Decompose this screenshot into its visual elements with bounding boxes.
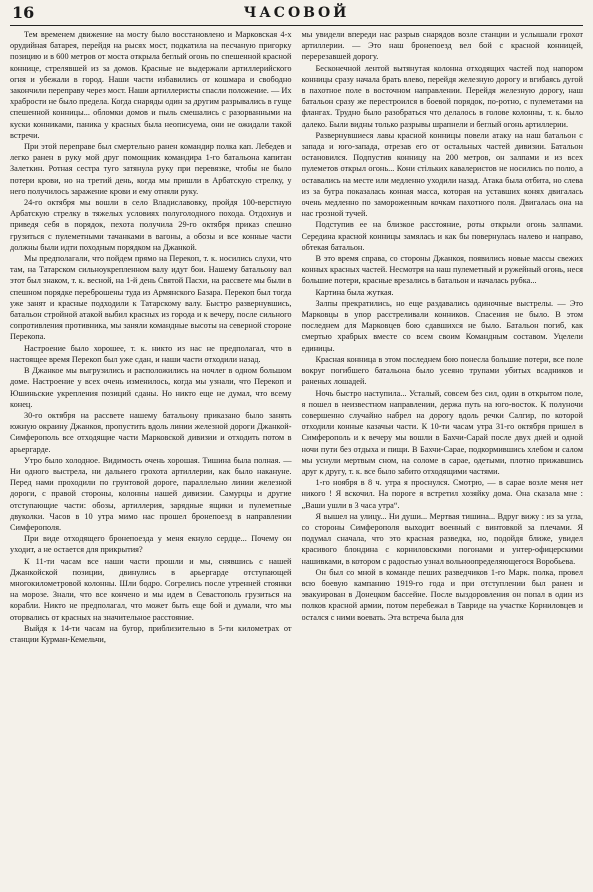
paragraph: Утро было холодное. Видимость очень хорошая. Тишина была полная. — Ни одного выстрела, ни дальнего грохота артиллерии, как было накануне. Перед нами проходили по грунтовой дороге, параллельно линии железной дороги, с правой стороны, колонны нашей дивизии. Самурцы и другие отступающие части: обозы, артиллерия, зарядные ящики и пулеметные двуколки. Часов в 10 утра мимо нас прошел бронепоезд в направлении Симферополя. (10, 455, 292, 532)
paragraph: мы увидели впереди нас разрыв снарядов возле станции и услышали грохот артиллерии. — Это наш бронепоезд вел бой с красной конницей, перерезавшей дорогу. (301, 30, 583, 62)
paragraph: Картина была жуткая. (315, 287, 394, 297)
paragraph: При этой переправе был смертельно ранен командир полка кап. Лебедев и легко ранен в руку мой друг помощник командира 1-го батальона капитан Залеткин. Ротная сестра туго затянула руку при перевязке, чтобы не было потери крови, но на третий день, когда мы пришли в Арбатскую стрелку, у него получилось заражение крови и ему отняли руку. (10, 142, 292, 196)
paragraph: Красная конница в этом последнем бою понесла большие потери, все поле вокруг погибшего батальона было усеяно трупами убитых всадников и раненых лошадей. (301, 354, 583, 387)
paragraph: 30-го октября на рассвете нашему батальону приказано было занять южную окраину Джанкоя, пропустить вдоль линии железной дороги Джанкой-Симферополь все отходящие части Марковской дивизии и отходить потом в арьергарде. (10, 410, 292, 454)
paragraph: При виде отходящего бронепоезда у меня екнуло сердце... Почему он уходит, а не остается для прикрытия? (10, 534, 292, 555)
page-header (10, 3, 583, 26)
paragraph: Подступив ее на близкое расстояние, роты открыли огонь залпами. Середина красной конницы замялась и как бы повернулась налево и направо, обтекая батальон. (301, 220, 583, 252)
right-column (302, 29, 584, 889)
left-column (10, 29, 292, 889)
paragraph: Бесконечной лентой вытянутая колонна отходящих частей под напором конницы сразу начала брать влево, перейдя железную дорогу и вгибаясь дугой в пахотное поле в восточном направлении. Перейдя железную дорогу, наш батальон сразу же перестроился в боевой порядок, по-ротно, с пулеметами на флангах. Трудно было разобраться что делалось в голове колонны, т. к. было далеко. Были видны только разрывы шрапнели и беглый огонь артиллерии. (301, 63, 583, 129)
paragraph: Тем временем движение на мосту было восстановлено и Марковская 4-х орудийная батарея, перейдя на рысях мост, подкатила на песчаную пригорку позицию и в 600 метров от моста открыла беглый огонь по спешенной красной коннице, стрелявшей из за домов. Красные не выдержали артиллерийского огня и убежали в город. Наши части избавились от кошмара и свободно закончили переправу через мост. Наши артиллеристы спасли положение. — Их храбрости не было предела. Когда снаряды один за другим разрывались в гуще спешенной конницы... обломки домов и пыль смешались с разорванными на куски конниками, паника у красных была неописуема, они не ожидали такой встречи. (10, 30, 292, 140)
paragraph: Мы предполагали, что пойдем прямо на Перекоп, т. к. носились слухи, что там, на Татарском сильноукрепленном валу идут бои. Нашему батальону вал этот был знаком, т. к. весной, на 1-й день Святой Пасхи, на рассвете мы были в спешном порядке переброшены туда из Армянского Базара. Перекоп был тогда уже занят и красные подходили к Татарскому валу. Быстро развернувшись, батальон стройной атакой выбил красных из города и к вечеру, после сильного сопротивления противника, мы заняли командные высоты на северной стороне Перекопа. (10, 254, 292, 342)
text-columns (10, 29, 583, 889)
paragraph: 1-го ноября в 8 ч. утра я проснулся. Смотрю, — в сарае возле меня нет никого ! Я вскочил. На пороге я встретил хозяйку дома. Она сказала мне : „Ваши ушли в 3 часа утра“. (301, 478, 583, 510)
paragraph: Он был со мной в команде пеших разведчиков 1-го Марк. полка, провел всю боевую кампанию 1919-го года и при отступлении был ранен и эвакуирован в Донецком бассейне. После выздоровления он попал в один из полков красной армии, потом перебежал в Тавриде на участке Корниловцев и остался с ними воевать. Эта встреча была для (301, 567, 583, 622)
paragraph: Выйдя к 14-ти часам на бугор, приблизительно в 5-ти километрах от станции Курман-Кемельчи, (10, 623, 292, 644)
paragraph: 24-го октября мы вошли в село Владиславовку, пройдя 100-верстную Арбатскую стрелку в тяжелых условиях полуголодного похода. Отдохнув и приведя себя в порядок, пехота получила 29-го октября приказ спешно грузиться с пулеметными тачанками в вагоны, а обозы и все конные части должны были идти походным порядком на Джанкой. (10, 198, 292, 252)
page-number: 16 (12, 3, 35, 22)
paragraph: Залпы прекратились, но еще раздавались одиночные выстрелы. — Это Марковцы в упор расстреливали конников. Спасения не было. В этом последнем для Марковцев бою сдавшихся не было. Батальон погиб, как смертью храбрых вместе со всем своим Командным составом. Уцелели единицы. (301, 298, 583, 353)
paragraph: Я вышел на улицу... Ни души... Мертвая тишина... Вдруг вижу : из за угла, со стороны Симферополя выходит военный с винтовкой за плечами. Я подумал сначала, что это красная разведка, но, подойдя ближе, увидел красивого блондина с корниловскими погонами и унтер-офицерскими нашивками, в котором с радостью узнал вольноопределяющегося Воробьева. (301, 511, 583, 566)
paragraph: К 11-ти часам все наши части прошли и мы, снявшись с нашей Джанкойской позиции, двинулись в арьергарде отступающей многокилометровой колонны. Шли бодро. Согрелись после утренней стоянки на морозе. Знали, что все кончено и мы идем в Севастополь грузиться на корабли. Никто не предполагал, что может быть еще бой и думали, что мы оторвались от красных на значительное расстояние. (10, 556, 292, 622)
journal-title: ЧАСОВОЙ (243, 5, 350, 21)
paragraph: Настроение было хорошее, т. к. никто из нас не предполагал, что в настоящее время Перекоп был уже сдан, и наши части отходили назад. (10, 343, 292, 364)
paragraph: Развернувшиеся лавы красной конницы повели атаку на наш батальон с запада и юго-запада, отрезав его от остальных частей дивизии. Батальон остановился. Подпустив конницу на 200 метров, он залпами и из всех пулеметов открыл огонь... Кони стільких кавалеристов не носились по полю, а оставались на месте или медленно уходили назад. Атака была отбита, но слева из за бугра показалась конная масса, которая на уставших конях двигалась очень медленно по замороженным кочкам пахотного поля. Двигалась она на нас грозной тучей. (301, 130, 583, 219)
paragraph: В это время справа, со стороны Джанкоя, появились новые массы свежих конных красных частей. Несмотря на наш пулеметный и ружейный огонь, неся большие потери, красные врезались в батальон и началась рубка... (301, 254, 583, 286)
paragraph: Ночь быстро наступила... Усталый, совсем без сил, один в открытом поле, я пошел в неизвестном направлении, держа путь на юго-восток. К полуночи совершенно случайно набрел на дорогу вдоль речки Салгир, по которой отходили конные казачьи части. К 10-ти часам утра 31-го октября пришел в Симферополь и к вечеру мы вошли в Бахчи-Сарай после двух дней и одной ночи пути без отдыха и пищи. В Бахчи-Сарае, подкормившись хлебом и салом мы уснули мертвым сном, на соломе в сарае, одетыми, плотно прижавшись друг к другу, т. к. все было забито отходящими частями. (301, 388, 583, 476)
paragraph: В Джанкое мы выгрузились и расположились на ночлег в одном большом доме. Настроение у всех очень изменилось, когда мы узнали, что Перекоп и Юшиньские укрепления позиций сданы. Но никто еще не думал, что всему конец. (10, 366, 292, 409)
